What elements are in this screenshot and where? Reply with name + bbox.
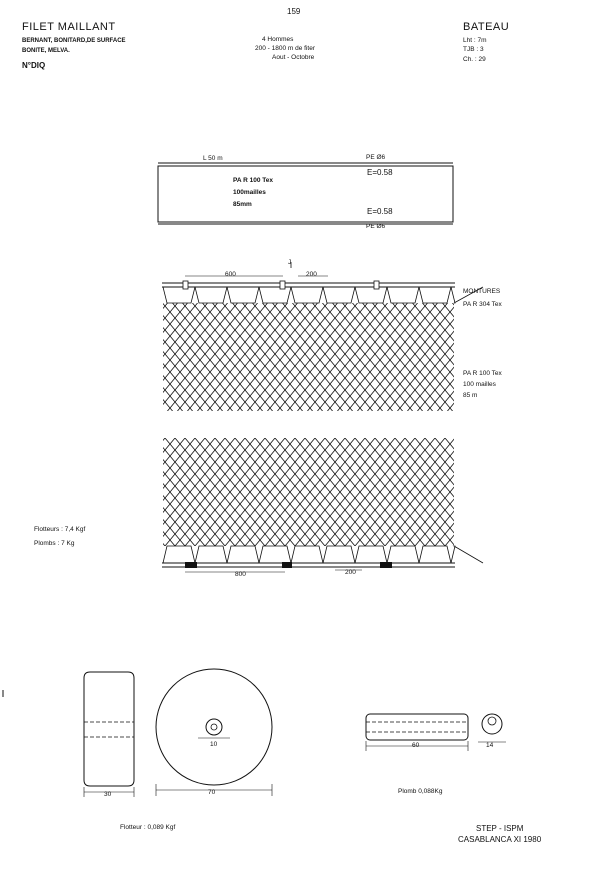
boat-horsepower: Ch. : 29: [463, 56, 486, 63]
gear-title: FILET MAILLANT: [22, 21, 116, 33]
target-species-line1: BERNANT, BONITARD,DE SURFACE: [22, 38, 126, 44]
sinker-end-view: [478, 714, 506, 742]
crew-info: 4 Hommes: [262, 36, 294, 43]
sinker-caption: Plomb 0,088Kg: [398, 788, 443, 795]
sinker-marker: [282, 562, 292, 568]
season-info: Aout - Octobre: [272, 54, 315, 61]
hanging-ratio-top: E=0.58: [367, 168, 393, 177]
boat-title: BATEAU: [463, 21, 510, 33]
sinker-spacing: 800: [235, 571, 246, 578]
float-marker: [183, 281, 188, 289]
sinker-diameter-dim: 14: [486, 742, 494, 749]
netting-spec-2: 100 mailles: [463, 381, 496, 388]
float-caption: Flotteur : 0,089 Kgf: [120, 824, 176, 831]
mountings-label: MONTURES: [463, 288, 501, 295]
netting-mesh-size: 85mm: [233, 201, 252, 208]
headrope-label: PE Ø6: [366, 154, 386, 161]
float-side-view: [84, 672, 134, 797]
float-marker: [280, 281, 285, 289]
credit-line2: CASABLANCA XI 1980: [458, 835, 542, 844]
netting-spec-1: PA R 100 Tex: [463, 370, 502, 377]
sinker-side-view: [366, 714, 468, 751]
mountings-spec: PA R 304 Tex: [463, 301, 502, 308]
float-hole-dim: 10: [210, 741, 218, 748]
sinker-section: 200: [345, 569, 356, 576]
float-section-top: 200: [306, 271, 317, 278]
boat-tonnage: TJB : 3: [463, 46, 484, 53]
sinkers-total: Plombs : 7 Kg: [34, 540, 75, 547]
netting-meshes: 100mailles: [233, 189, 266, 196]
sinker-marker: [380, 562, 392, 568]
boat-length: Lht : 7m: [463, 37, 487, 44]
net-scheme: [158, 163, 453, 224]
reference-code: N°DIQ: [22, 61, 46, 70]
page-number: 159: [287, 7, 301, 16]
float-width-dim: 30: [104, 791, 112, 798]
footrope-label: PE Ø6: [366, 223, 386, 230]
target-species-line2: BONITE, MELVA.: [22, 48, 70, 54]
net-panel-top: [162, 259, 483, 411]
float-spacing-top: 600: [225, 271, 236, 278]
net-panel-bottom: [162, 438, 483, 572]
net-length-label: L 50 m: [203, 155, 223, 162]
float-front-view: [156, 669, 272, 796]
marker-j: J: [288, 259, 292, 266]
sinker-length-dim: 60: [412, 742, 420, 749]
floats-total: Flotteurs : 7,4 Kgf: [34, 526, 86, 533]
sinker-marker: [185, 562, 197, 568]
credit-line1: STEP - ISPM: [476, 824, 524, 833]
hanging-ratio-bottom: E=0.58: [367, 207, 393, 216]
float-diameter-dim: 70: [208, 789, 216, 796]
depth-info: 200 - 1800 m de fiter: [255, 45, 315, 52]
netting-spec-3: 85 m: [463, 392, 478, 399]
netting-material: PA R 100 Tex: [233, 177, 273, 184]
float-marker: [374, 281, 379, 289]
